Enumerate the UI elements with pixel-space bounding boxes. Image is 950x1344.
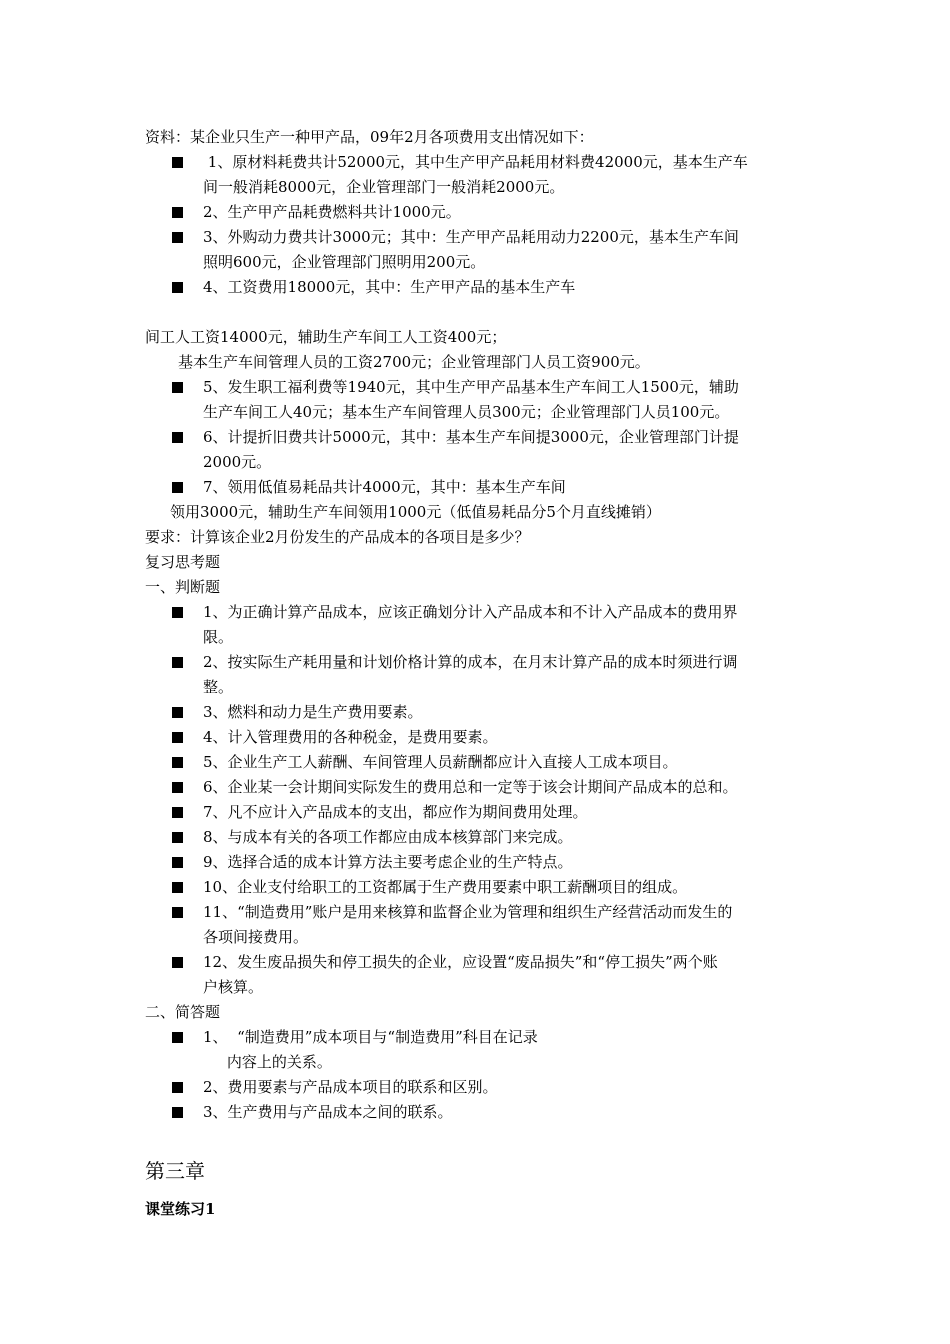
list-item-text: 6、企业某一会计期间实际发生的费用总和一定等于该会计期间产品成本的总和。 — [203, 778, 738, 796]
list-item — [172, 375, 812, 425]
continuation-text: 间工人工资14000元，辅助生产车间工人工资400元； — [145, 328, 507, 346]
continuation-text: 领用3000元，辅助生产车间领用1000元（低值易耗品分5个月直线摊销） — [170, 503, 661, 521]
bullet-square-icon — [172, 1107, 183, 1118]
judge-section-title: 一、判断题 — [145, 578, 221, 596]
bullet-square-icon — [172, 607, 183, 618]
list-item — [172, 875, 812, 900]
list-item — [172, 225, 812, 275]
list-item-text: 12、发生废品损失和停工损失的企业，应设置“废品损失”和“停工损失”两个账 户核算。 — [203, 953, 718, 996]
short-answer-section-title: 二、简答题 — [145, 1003, 221, 1021]
list-item-text: 1、 “制造费用”成本项目与“制造费用”科目在记录 内容上的关系。 — [203, 1028, 538, 1071]
list-item-text: 2、费用要素与产品成本项目的联系和区别。 — [203, 1078, 498, 1096]
bullet-square-icon — [172, 857, 183, 868]
list-item-text: 6、计提折旧费共计5000元，其中：基本生产车间提3000元，企业管理部门计提 2000元。 — [203, 428, 739, 471]
bullet-square-icon — [172, 382, 183, 393]
list-item — [172, 900, 812, 950]
list-item — [172, 1100, 812, 1125]
list-item — [172, 600, 812, 650]
bullet-square-icon — [172, 832, 183, 843]
bullet-square-icon — [172, 757, 183, 768]
list-item-text: 4、工资费用18000元，其中：生产甲产品的基本生产车 — [203, 278, 576, 296]
bullet-square-icon — [172, 807, 183, 818]
intro-text: 资料：某企业只生产一种甲产品，09年2月各项费用支出情况如下： — [145, 128, 594, 146]
requirement-text: 要求：计算该企业2月份发生的产品成本的各项目是多少？ — [145, 528, 530, 546]
bullet-square-icon — [172, 882, 183, 893]
list-item — [172, 950, 812, 1000]
list-item-text: 2、生产甲产品耗费燃料共计1000元。 — [203, 203, 461, 221]
list-item — [172, 725, 812, 750]
chapter-heading: 第三章 — [145, 1159, 205, 1183]
bullet-square-icon — [172, 282, 183, 293]
list-item-text: 7、领用低值易耗品共计4000元，其中：基本生产车间 — [203, 478, 566, 496]
bullet-square-icon — [172, 1032, 183, 1043]
list-item-text: 3、生产费用与产品成本之间的联系。 — [203, 1103, 453, 1121]
list-item-text: 10、企业支付给职工的工资都属于生产费用要素中职工薪酬项目的组成。 — [203, 878, 688, 896]
continuation-text: 基本生产车间管理人员的工资2700元；企业管理部门人员工资900元。 — [178, 353, 650, 371]
list-item-text: 3、外购动力费共计3000元；其中：生产甲产品耗用动力2200元，基本生产车间 照明600元，企业管理部门照明用200元。 — [203, 228, 739, 271]
list-item — [172, 825, 812, 850]
list-item — [172, 475, 812, 500]
bullet-square-icon — [172, 657, 183, 668]
bullet-square-icon — [172, 157, 183, 168]
list-item-text: 8、与成本有关的各项工作都应由成本核算部门来完成。 — [203, 828, 573, 846]
list-item-text: 1、为正确计算产品成本，应该正确划分计入产品成本和不计入产品成本的费用界 限。 — [203, 603, 738, 646]
list-item — [172, 150, 812, 200]
list-item-text: 3、燃料和动力是生产费用要素。 — [203, 703, 423, 721]
list-item — [172, 1075, 812, 1100]
bullet-square-icon — [172, 432, 183, 443]
list-item-text: 7、凡不应计入产品成本的支出，都应作为期间费用处理。 — [203, 803, 588, 821]
list-item-text: 1、原材料耗费共计52000元，其中生产甲产品耗用材料费42000元，基本生产车 间一般消耗8000元，企业管理部门一般消耗2000元。 — [203, 153, 748, 196]
review-title: 复习思考题 — [145, 553, 221, 571]
bullet-square-icon — [172, 782, 183, 793]
list-item — [172, 775, 812, 800]
list-item-text: 5、发生职工福利费等1940元，其中生产甲产品基本生产车间工人1500元，辅助 生产车间工人40元；基本生产车间管理人员300元；企业管理部门人员100元。 — [203, 378, 739, 421]
bullet-square-icon — [172, 1082, 183, 1093]
list-item — [172, 650, 812, 700]
bullet-square-icon — [172, 232, 183, 243]
list-item — [172, 700, 812, 725]
bullet-square-icon — [172, 207, 183, 218]
list-item — [172, 800, 812, 825]
bullet-square-icon — [172, 732, 183, 743]
list-item — [172, 850, 812, 875]
list-item-text: 5、企业生产工人薪酬、车间管理人员薪酬都应计入直接人工成本项目。 — [203, 753, 678, 771]
list-item-text: 4、计入管理费用的各种税金，是费用要素。 — [203, 728, 498, 746]
list-item-text: 11、“制造费用”账户是用来核算和监督企业为管理和组织生产经营活动而发生的 各项间接费用。 — [203, 903, 733, 946]
bullet-square-icon — [172, 707, 183, 718]
list-item — [172, 200, 812, 225]
list-item — [172, 425, 812, 475]
list-item — [172, 1025, 812, 1075]
list-item-text: 2、按实际生产耗用量和计划价格计算的成本，在月末计算产品的成本时须进行调 整。 — [203, 653, 738, 696]
bullet-square-icon — [172, 907, 183, 918]
list-item-text: 9、选择合适的成本计算方法主要考虑企业的生产特点。 — [203, 853, 573, 871]
bullet-square-icon — [172, 482, 183, 493]
list-item — [172, 275, 812, 300]
bullet-square-icon — [172, 957, 183, 968]
exercise-heading: 课堂练习1 — [145, 1200, 216, 1218]
list-item — [172, 750, 812, 775]
